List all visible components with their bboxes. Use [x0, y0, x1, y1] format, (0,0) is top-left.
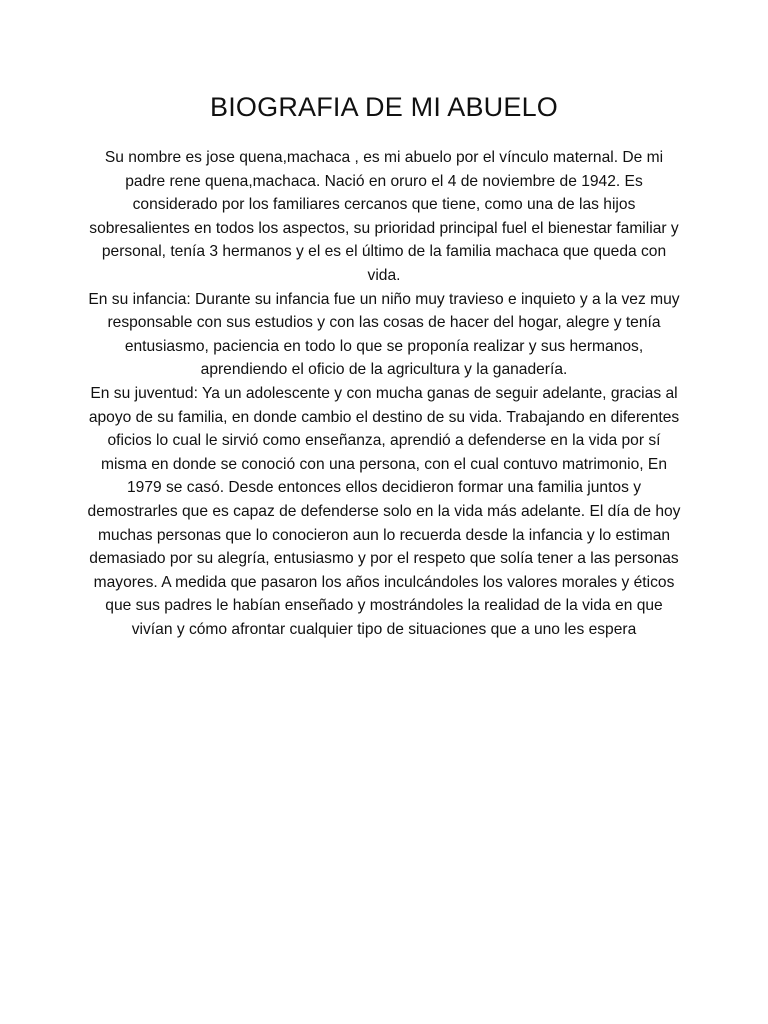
paragraph-intro: Su nombre es jose quena,machaca , es mi abuelo por el vínculo maternal. De mi padre rene quena,machaca. Nació en oruro el 4 de noviembre de 1942. Es considerado por los familiares cercanos que tiene, como una de las hijos sobresalientes en todos los aspectos, su prioridad principal fuel el bienestar familiar y personal, tenía 3 hermanos y el es el último de la familia machaca que queda con vida.	[89, 149, 679, 284]
document-title: BIOGRAFIA DE MI ABUELO	[210, 92, 558, 122]
document-body	[86, 146, 682, 641]
paragraph-infancia: En su infancia: Durante su infancia fue un niño muy travieso e inquieto y a la vez muy responsable con sus estudios y con las cosas de hacer del hogar, alegre y tenía entusiasmo, paciencia en todo lo que se proponía realizar y sus hermanos, aprendiendo el oficio de la agricultura y la ganadería.	[88, 290, 680, 379]
paragraph-juventud: En su juventud: Ya un adolescente y con mucha ganas de seguir adelante, gracias al apoyo de su familia, en donde cambio el destino de su vida. Trabajando en diferentes oficios lo cual le sirvió como enseñanza, aprendió a defenderse en la vida por sí misma en donde se conoció con una persona, con el cual contuvo matrimonio, En 1979 se casó. Desde entonces ellos decidieron formar una familia juntos y demostrarles que es capaz de defenderse solo en la vida más adelante. El día de hoy muchas personas que lo conocieron aun lo recuerda desde la infancia y lo estiman demasiado por su alegría, entusiasmo y por el respeto que solía tener a las personas mayores. A medida que pasaron los años inculcándoles los valores morales y éticos que sus padres le habían enseñado y mostrándoles la realidad de la vida en que vivían y cómo afrontar cualquier tipo de situaciones que a uno les espera	[87, 384, 681, 638]
